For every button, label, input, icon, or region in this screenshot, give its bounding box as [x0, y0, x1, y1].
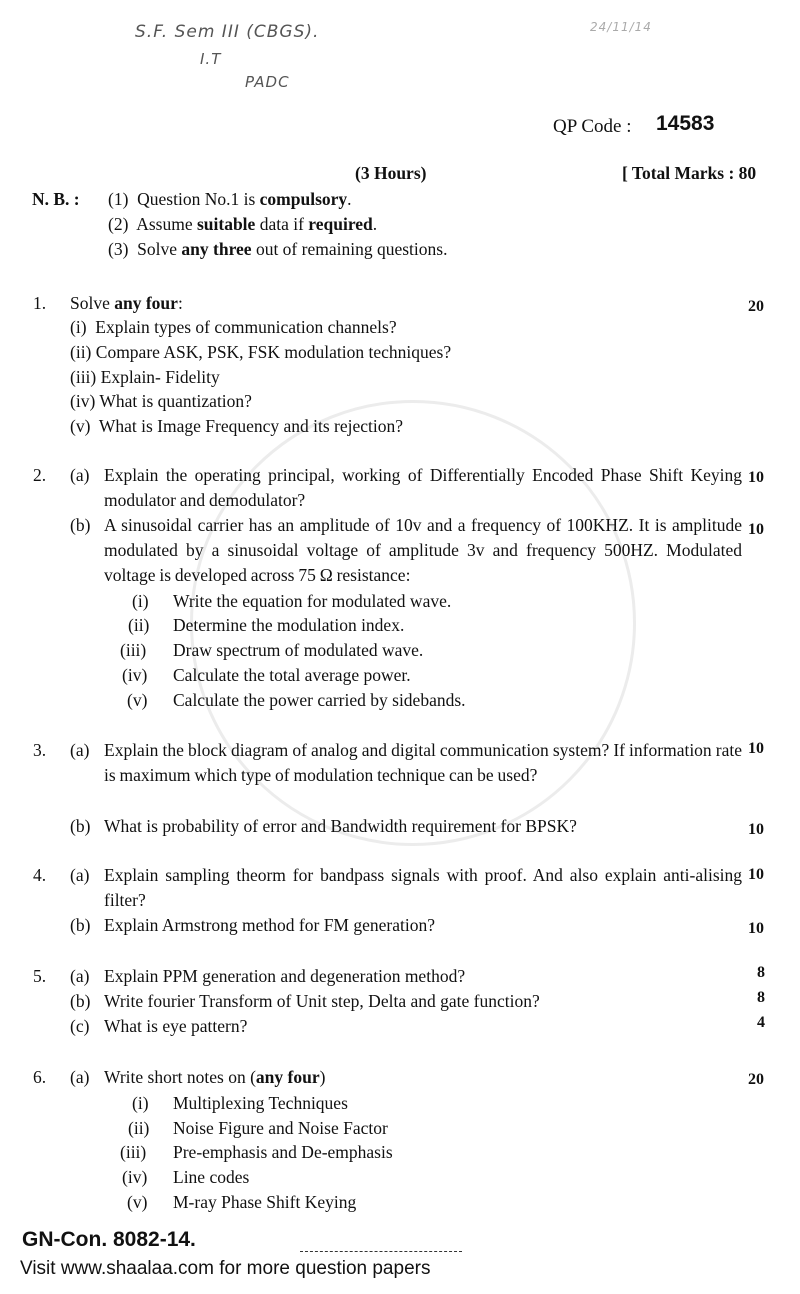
sub-question: Determine the modulation index. [173, 615, 405, 635]
sub-question: Pre-emphasis and De-emphasis [173, 1142, 393, 1162]
sub-question: (v) What is Image Frequency and its rejection? [70, 416, 404, 436]
marks: 10 [748, 821, 764, 838]
sub-question-label: (iii) [120, 640, 147, 660]
part-label: (a) [70, 740, 90, 760]
sub-question-label: (iv) [122, 665, 148, 685]
part-label: (b) [70, 515, 91, 535]
sub-question-label: (i) [132, 1093, 149, 1113]
nb-note: (2) Assume suitable data if required. [108, 214, 378, 234]
handwritten-date: 24/11/14 [590, 20, 652, 34]
question-number: 2. [33, 465, 47, 485]
sub-question: Noise Figure and Noise Factor [173, 1118, 388, 1138]
sub-question: Draw spectrum of modulated wave. [173, 640, 424, 660]
sub-question: (ii) Compare ASK, PSK, FSK modulation techniques? [70, 342, 452, 362]
sub-question-label: (ii) [128, 615, 150, 635]
paper-code: GN-Con. 8082-14. [22, 1228, 196, 1251]
question-text: A sinusoidal carrier has an amplitude of 10v and a frequency of 100KHZ. It is amplitude modulated by a sinusoidal voltage of amplitude 3v and frequency 500HZ. Modulated voltage is developed across 75 Ω resistance: [104, 515, 742, 585]
handwritten-subject: PADC [245, 73, 290, 91]
marks: 4 [757, 1014, 765, 1031]
total-marks: [ Total Marks : 80 [622, 163, 757, 183]
sub-question: Line codes [173, 1167, 250, 1187]
part-label: (a) [70, 966, 90, 986]
question-number: 5. [33, 966, 47, 986]
part-label: (b) [70, 991, 91, 1011]
question-number: 4. [33, 865, 47, 885]
sub-question: Multiplexing Techniques [173, 1093, 348, 1113]
handwritten-branch: I.T [200, 50, 222, 68]
visit-link[interactable]: Visit www.shaalaa.com for more question papers [20, 1258, 431, 1279]
qp-code: 14583 [656, 112, 715, 135]
sub-question-label: (v) [127, 1192, 148, 1212]
part-label: (a) [70, 1067, 90, 1087]
marks: 10 [748, 521, 764, 538]
sub-question-label: (v) [127, 690, 148, 710]
question-text: What is eye pattern? [104, 1016, 248, 1036]
sub-question-label: (iv) [122, 1167, 148, 1187]
question-text: Explain the operating principal, working of Differentially Encoded Phase Shift Keying modulator and demodulator? [104, 465, 742, 510]
part-label: (b) [70, 915, 91, 935]
marks: 10 [748, 740, 764, 757]
part-label: (b) [70, 816, 91, 836]
question-text: What is probability of error and Bandwidth requirement for BPSK? [104, 816, 577, 836]
sub-question: M-ray Phase Shift Keying [173, 1192, 357, 1212]
question-text: Explain Armstrong method for FM generation? [104, 915, 435, 935]
marks: 10 [748, 866, 764, 883]
sub-question: (iv) What is quantization? [70, 391, 252, 411]
qp-code-label: QP Code : [553, 116, 632, 137]
part-label: (a) [70, 865, 90, 885]
question-number: 6. [33, 1067, 47, 1087]
sub-question: (i) Explain types of communication channels? [70, 317, 397, 337]
sub-question: Write the equation for modulated wave. [173, 591, 452, 611]
question-text: Explain the block diagram of analog and digital communication system? If information rate is maximum which type of modulation technique can be used? [104, 740, 742, 785]
part-label: (a) [70, 465, 90, 485]
sub-question-label: (iii) [120, 1142, 147, 1162]
marks: 8 [757, 964, 765, 981]
question-text: Solve any four: [70, 293, 183, 313]
question-text: Explain sampling theorm for bandpass signals with proof. And also explain anti-alising filter? [104, 865, 742, 910]
sub-question: Calculate the total average power. [173, 665, 411, 685]
sub-question: (iii) Explain- Fidelity [70, 367, 220, 387]
question-text: Write fourier Transform of Unit step, Delta and gate function? [104, 991, 540, 1011]
nb-label: N. B. : [32, 189, 80, 209]
sub-question: Calculate the power carried by sidebands. [173, 690, 466, 710]
marks: 10 [748, 469, 764, 486]
handwritten-class: S.F. Sem III (CBGS). [135, 22, 320, 42]
marks: 20 [748, 298, 764, 315]
nb-note: (1) Question No.1 is compulsory. [108, 189, 352, 209]
question-text: Explain PPM generation and degeneration method? [104, 966, 466, 986]
nb-note: (3) Solve any three out of remaining questions. [108, 239, 448, 259]
question-number: 3. [33, 740, 47, 760]
duration: (3 Hours) [355, 163, 427, 183]
question-number: 1. [33, 293, 47, 313]
marks: 20 [748, 1071, 764, 1088]
question-text: Write short notes on (any four) [104, 1067, 326, 1087]
sub-question-label: (i) [132, 591, 149, 611]
marks: 10 [748, 920, 764, 937]
end-divider [300, 1251, 462, 1252]
part-label: (c) [70, 1016, 90, 1036]
marks: 8 [757, 989, 765, 1006]
sub-question-label: (ii) [128, 1118, 150, 1138]
